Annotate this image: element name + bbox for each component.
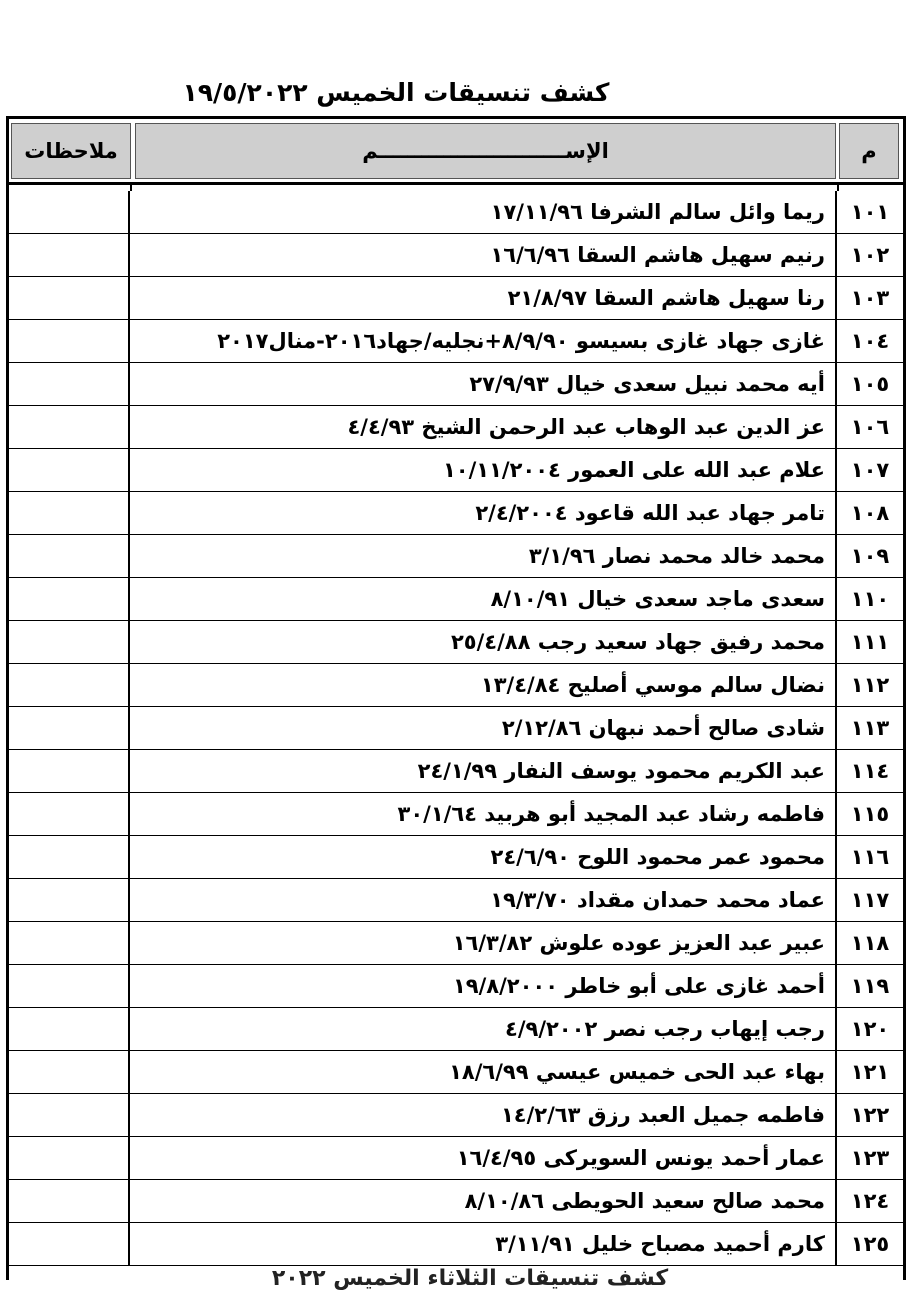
notes-cell [9, 191, 130, 233]
notes-cell [9, 836, 130, 878]
number-cell: ١١٩ [850, 974, 890, 998]
number-cell: ١١٨ [850, 931, 890, 955]
number-cell: ١٢٣ [850, 1146, 890, 1170]
name-cell: كارم أحميد مصباح خليل ٣/١١/٩١ [130, 1223, 837, 1265]
table-row [9, 578, 903, 621]
name-cell: بهاء عبد الحى خميس عيسي ١٨/٦/٩٩ [130, 1051, 837, 1093]
footer-text: كشف تنسيقات الثلاثاء الخميس ٢٠٢٢ [271, 1266, 669, 1291]
name-cell: عز الدين عبد الوهاب عبد الرحمن الشيخ ٤/٤/٩٣ [130, 406, 837, 448]
number-cell: ١١٤ [850, 759, 890, 783]
notes-cell [9, 750, 130, 792]
number-cell: ١٢١ [850, 1060, 890, 1084]
table-row [9, 191, 903, 234]
notes-cell [9, 922, 130, 964]
number-cell: ١٠٢ [850, 243, 890, 267]
table-row [9, 277, 903, 320]
number-cell: ١١١ [850, 630, 890, 654]
number-cell: ١١٣ [850, 716, 890, 740]
name-cell: محمد رفيق جهاد سعيد رجب ٢٥/٤/٨٨ [130, 621, 837, 663]
notes-cell [9, 449, 130, 491]
name-cell: عبير عبد العزيز عوده علوش ١٦/٣/٨٢ [130, 922, 837, 964]
notes-cell [9, 793, 130, 835]
table-row [9, 922, 903, 965]
notes-cell [9, 664, 130, 706]
notes-cell [9, 406, 130, 448]
table-row [9, 965, 903, 1008]
notes-cell [9, 1051, 130, 1093]
name-cell: علام عبد الله على العمور ١٠/١١/٢٠٠٤ [130, 449, 837, 491]
notes-cell [9, 965, 130, 1007]
header-number: م [839, 123, 899, 179]
notes-cell [9, 707, 130, 749]
number-cell: ١٠٩ [850, 544, 890, 568]
table-row [9, 621, 903, 664]
header-name: الإســــــــــــــــــــــــــم [135, 123, 836, 179]
coordination-table [6, 116, 906, 1280]
name-cell: نضال سالم موسي أصليح ١٣/٤/٨٤ [130, 664, 837, 706]
notes-cell [9, 1180, 130, 1222]
table-row [9, 1008, 903, 1051]
name-cell: عمار أحمد يونس السويركى ١٦/٤/٩٥ [130, 1137, 837, 1179]
table-row [9, 320, 903, 363]
number-cell: ١٢٤ [850, 1189, 890, 1213]
number-cell: ١٠٤ [850, 329, 890, 353]
name-cell: رنا سهيل هاشم السقا ٢١/٨/٩٧ [130, 277, 837, 319]
name-cell: سعدى ماجد سعدى خيال ٨/١٠/٩١ [130, 578, 837, 620]
notes-cell [9, 277, 130, 319]
number-cell: ١٠٧ [850, 458, 890, 482]
name-cell: فاطمه رشاد عبد المجيد أبو هربيد ٣٠/١/٦٤ [130, 793, 837, 835]
number-cell: ١٠٦ [850, 415, 890, 439]
table-row [9, 234, 903, 277]
number-cell: ١٢٥ [850, 1232, 890, 1256]
table-row [9, 1094, 903, 1137]
table-row [9, 879, 903, 922]
name-cell: محمد صالح سعيد الحويطى ٨/١٠/٨٦ [130, 1180, 837, 1222]
table-row [9, 750, 903, 793]
number-cell: ١٠١ [850, 200, 890, 224]
name-cell: شادى صالح أحمد نبهان ٢/١٢/٨٦ [130, 707, 837, 749]
table-row [9, 449, 903, 492]
name-cell: محمود عمر محمود اللوح ٢٤/٦/٩٠ [130, 836, 837, 878]
number-cell: ١٢٢ [850, 1103, 890, 1127]
name-cell: أحمد غازى على أبو خاطر ١٩/٨/٢٠٠٠ [130, 965, 837, 1007]
page-title: كشف تنسيقات الخميس ١٩/٥/٢٠٢٢ [182, 78, 610, 107]
notes-cell [9, 492, 130, 534]
number-cell: ١١٧ [850, 888, 890, 912]
header-notes: ملاحظات [11, 123, 131, 179]
table-row [9, 363, 903, 406]
notes-cell [9, 535, 130, 577]
name-cell: أيه محمد نبيل سعدى خيال ٢٧/٩/٩٣ [130, 363, 837, 405]
notes-cell [9, 363, 130, 405]
table-row [9, 664, 903, 707]
number-cell: ١١٠ [850, 587, 890, 611]
number-cell: ١١٦ [850, 845, 890, 869]
notes-cell [9, 578, 130, 620]
name-cell: عبد الكريم محمود يوسف النفار ٢٤/١/٩٩ [130, 750, 837, 792]
name-cell: محمد خالد محمد نصار ٣/١/٩٦ [130, 535, 837, 577]
table-row [9, 1223, 903, 1266]
notes-cell [9, 621, 130, 663]
number-cell: ١١٢ [850, 673, 890, 697]
notes-cell [9, 234, 130, 276]
table-row [9, 1137, 903, 1180]
notes-cell [9, 320, 130, 362]
notes-cell [9, 1223, 130, 1265]
notes-cell [9, 1094, 130, 1136]
notes-cell [9, 1008, 130, 1050]
table-row [9, 793, 903, 836]
table-row [9, 406, 903, 449]
name-cell: عماد محمد حمدان مقداد ١٩/٣/٧٠ [130, 879, 837, 921]
table-row [9, 1051, 903, 1094]
number-cell: ١٢٠ [850, 1017, 890, 1041]
table-row [9, 492, 903, 535]
notes-cell [9, 1137, 130, 1179]
table-header [9, 119, 903, 185]
name-cell: تامر جهاد عبد الله قاعود ٢/٤/٢٠٠٤ [130, 492, 837, 534]
number-cell: ١٠٨ [850, 501, 890, 525]
table-row [9, 535, 903, 578]
number-cell: ١٠٥ [850, 372, 890, 396]
table-row [9, 1180, 903, 1223]
table-row [9, 707, 903, 750]
name-cell: فاطمه جميل العبد رزق ١٤/٢/٦٣ [130, 1094, 837, 1136]
number-cell: ١١٥ [850, 802, 890, 826]
name-cell: غازى جهاد غازى بسيسو ٨/٩/٩٠+نجليه/جهاد٢٠١٦-منال٢٠١٧ [130, 320, 837, 362]
table-row [9, 836, 903, 879]
name-cell: ريما وائل سالم الشرفا ١٧/١١/٩٦ [130, 191, 837, 233]
name-cell: رنيم سهيل هاشم السقا ١٦/٦/٩٦ [130, 234, 837, 276]
table-body [9, 191, 903, 1266]
notes-cell [9, 879, 130, 921]
name-cell: رجب إيهاب رجب نصر ٤/٩/٢٠٠٢ [130, 1008, 837, 1050]
number-cell: ١٠٣ [850, 286, 890, 310]
